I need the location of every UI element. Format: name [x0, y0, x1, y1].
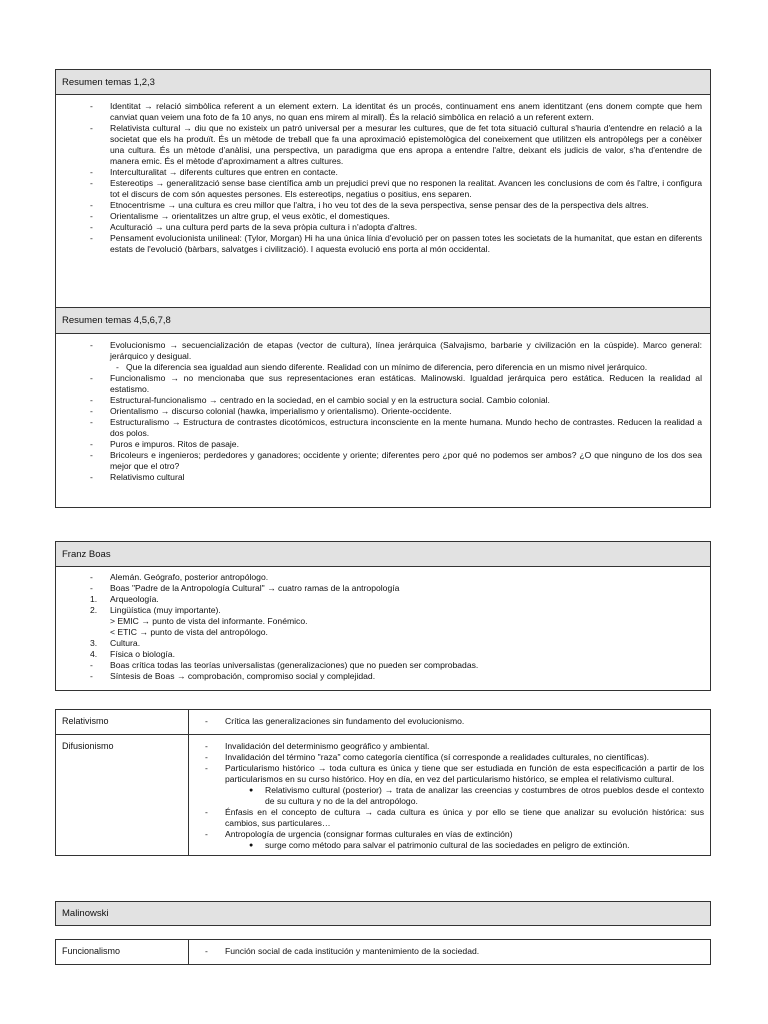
numbered-item: 4. Física o biología.: [90, 649, 175, 659]
list-item: - Orientalisme → orientalitzes un altre grup, el veus exòtic, el domestiques.: [64, 211, 702, 222]
sub-list-item: - Que la diferencia sea igualdad aun siendo diferente. Realidad con un mínimo de diferencia, pero diferencia en un mismo nivel jerárquico.: [64, 362, 702, 373]
list-item: - Síntesis de Boas → comprobación, compromiso social y complejidad.: [64, 671, 702, 682]
row-content: - Crítica las generalizaciones sin fundamento del evolucionismo.: [189, 710, 711, 735]
list-item: - Boas crítica todas las teorías universalistas (generalizaciones) que no pueden ser comprobadas.: [64, 660, 702, 671]
list-item: - Orientalismo → discurso colonial (hawka, imperialismo y orientalismo). Oriente-occidente.: [64, 406, 702, 417]
section-header: [56, 902, 710, 925]
list-item: - Interculturalitat → diferents cultures que entren en contacte.: [64, 167, 702, 178]
table-row: [56, 735, 711, 856]
numbered-item: 1. Arqueología.: [90, 594, 159, 604]
emic-line: > EMIC → punto de vista del informante. Fonémico.: [110, 616, 308, 626]
row-label: Relativismo: [56, 710, 189, 735]
list-item: - Relativista cultural → diu que no existeix un patró universal per a mesurar les cultures, que de fet tota situació cultural s'hauria d'entendre en relació a la societat que els ha produït. És un mètode de treball que fa una aproximació epistemològica del coneixement que utilitzen els antropòlegs per a conèixer una cultura. És un mètode d'anàlisi, una perspectiva, un paradigma que ens apropa a entendre l'altre, deixant els judicis de valor, s'ha d'entendre de manera emic. És el mètode d'aproximament a altres cultures.: [64, 123, 702, 167]
list-item: - Pensament evolucionista unilineal: (Tylor, Morgan) Hi ha una única línia d'evolució per on passen totes les societats de la humanitat, que estan en diferents estats de l'evolució (bàrbars, salvatges i civilització). I aquesta evolució ens porta al món occidental.: [64, 233, 702, 255]
table-relativismo-difusionismo: [55, 709, 711, 856]
list-item: - Puros e impuros. Ritos de pasaje.: [64, 439, 702, 450]
list-item: - Bricoleurs e ingenieros; perdedores y ganadores; occidente y oriente; diferentes pero ¿por qué no podemos ser ambos? ¿O que ninguno de los dos sea mejor que el otro?: [64, 450, 702, 472]
section-title: Resumen temas 4,5,6,7,8: [62, 315, 171, 326]
table-row: [56, 710, 711, 735]
bullet-item: ● Relativismo cultural (posterior) → trata de analizar las creencias y costumbres de otros pueblos desde el contexto de su cultura y no de la del antropólogo.: [195, 785, 704, 807]
list-item: - Identitat → relació simbòlica referent a un element extern. La identitat és un procés, continuament ens anem identitzant (ens donem compte que hem canviat quan veiem una foto de fa 10 anys, no quan ens mirem al mirall). És la relació simbòlica en relació a un referent extern.: [64, 101, 702, 123]
section-body: [56, 567, 710, 686]
section-title: Resumen temas 1,2,3: [62, 76, 155, 88]
row-label: Funcionalismo: [56, 940, 189, 965]
bullet-item: ● surge como método para salvar el patrimonio cultural de las sociedades en peligro de extinción.: [195, 840, 704, 851]
section-header: [56, 308, 710, 334]
numbered-item: 2. Lingüística (muy importante). > EMIC → punto de vista del informante. Fonémico. < ETIC → punto de vista del antropólogo.: [64, 605, 702, 638]
list-item: - Funcionalismo → no mencionaba que sus representaciones eran estáticas. Malinowski. Igualdad jerárquica pero estática. Reducen la realidad al estatismo.: [64, 373, 702, 395]
row-label: Difusionismo: [56, 735, 189, 856]
section-temas-1-2-3: [55, 69, 711, 308]
section-header: [56, 542, 710, 567]
section-malinowski: [55, 901, 711, 926]
section-title: Franz Boas: [62, 548, 111, 560]
section-body: [56, 334, 710, 487]
list-item: - Estructural-funcionalismo → centrado en la sociedad, en el cambio social y en la estructura social. Cambio colonial.: [64, 395, 702, 406]
list-item: - Aculturació → una cultura perd parts de la seva pròpia cultura i n'adopta d'altres.: [64, 222, 702, 233]
list-item: - Etnocentrisme → una cultura es creu millor que l'altra, i ho veu tot des de la seva perspectiva, sense pensar des de la perspectiva dels altres.: [64, 200, 702, 211]
list-item: - Alemán. Geógrafo, posterior antropólogo.: [64, 572, 702, 583]
list-item: - Boas "Padre de la Antropología Cultural" → cuatro ramas de la antropología: [64, 583, 702, 594]
list-item: - Estructuralismo → Estructura de contrastes dicotómicos, estructura inconsciente en la mente humana. Mundo hecho de contrastes. Reducen la realidad a dos polos.: [64, 417, 702, 439]
row-content: - Invalidación del determinismo geográfico y ambiental. - Invalidación del término "raza" como categoría científica (sí corresponde a realidades culturales, no científicas). - Particularismo histórico → toda cultura es única y tiene que ser estudiada en función de esta especificación a partir de los particularismos en su curso histórico. Hoy en día, en vez del particularismo histórico, se emplea el relativismo cultural. ● Relativismo cultural (posterior) → trata de analizar las creencias y costumbres de otros pueblos desde el contexto de su cultura y no de la del antropólogo. - Énfasis en el concepto de cultura → cada cultura es única y por ello se tiene que analizar su evolución histórica: sus cambios, sus particulares… - Antropología de urgencia (consignar formas culturales en vías de extinción) ● surge como método para salvar el patrimonio cultural de las sociedades en peligro de extinción.: [189, 735, 711, 856]
section-title: Malinowski: [62, 908, 109, 919]
table-row: [56, 940, 711, 965]
list-item: - Estereotips → generalització sense base científica amb un prejudici previ que no responen la realitat. Avancen les conclusions de com és l'altre, i configura tot el discurs de com són aquestes persones. Els estereotips, negatius o positius, ens separen.: [64, 178, 702, 200]
list-item: - Relativismo cultural: [64, 472, 702, 483]
section-body: [56, 95, 710, 259]
section-franz-boas: [55, 541, 711, 691]
table-funcionalismo: [55, 939, 711, 965]
numbered-item: 3. Cultura.: [90, 638, 141, 648]
section-temas-4-8: [55, 308, 711, 508]
row-content: - Función social de cada institución y mantenimiento de la sociedad.: [189, 940, 711, 965]
etic-line: < ETIC → punto de vista del antropólogo.: [110, 627, 268, 637]
list-item: - Evolucionismo → secuencialización de etapas (vector de cultura), línea jerárquica (Salvajismo, barbarie y civilización en la cúspide). Marco general: jerárquico y desigual. - Que la diferencia sea igualdad aun siendo diferente. Realidad con un mínimo de diferencia, pero diferencia en un mismo nivel jerárquico.: [64, 340, 702, 373]
section-header: [56, 70, 710, 95]
